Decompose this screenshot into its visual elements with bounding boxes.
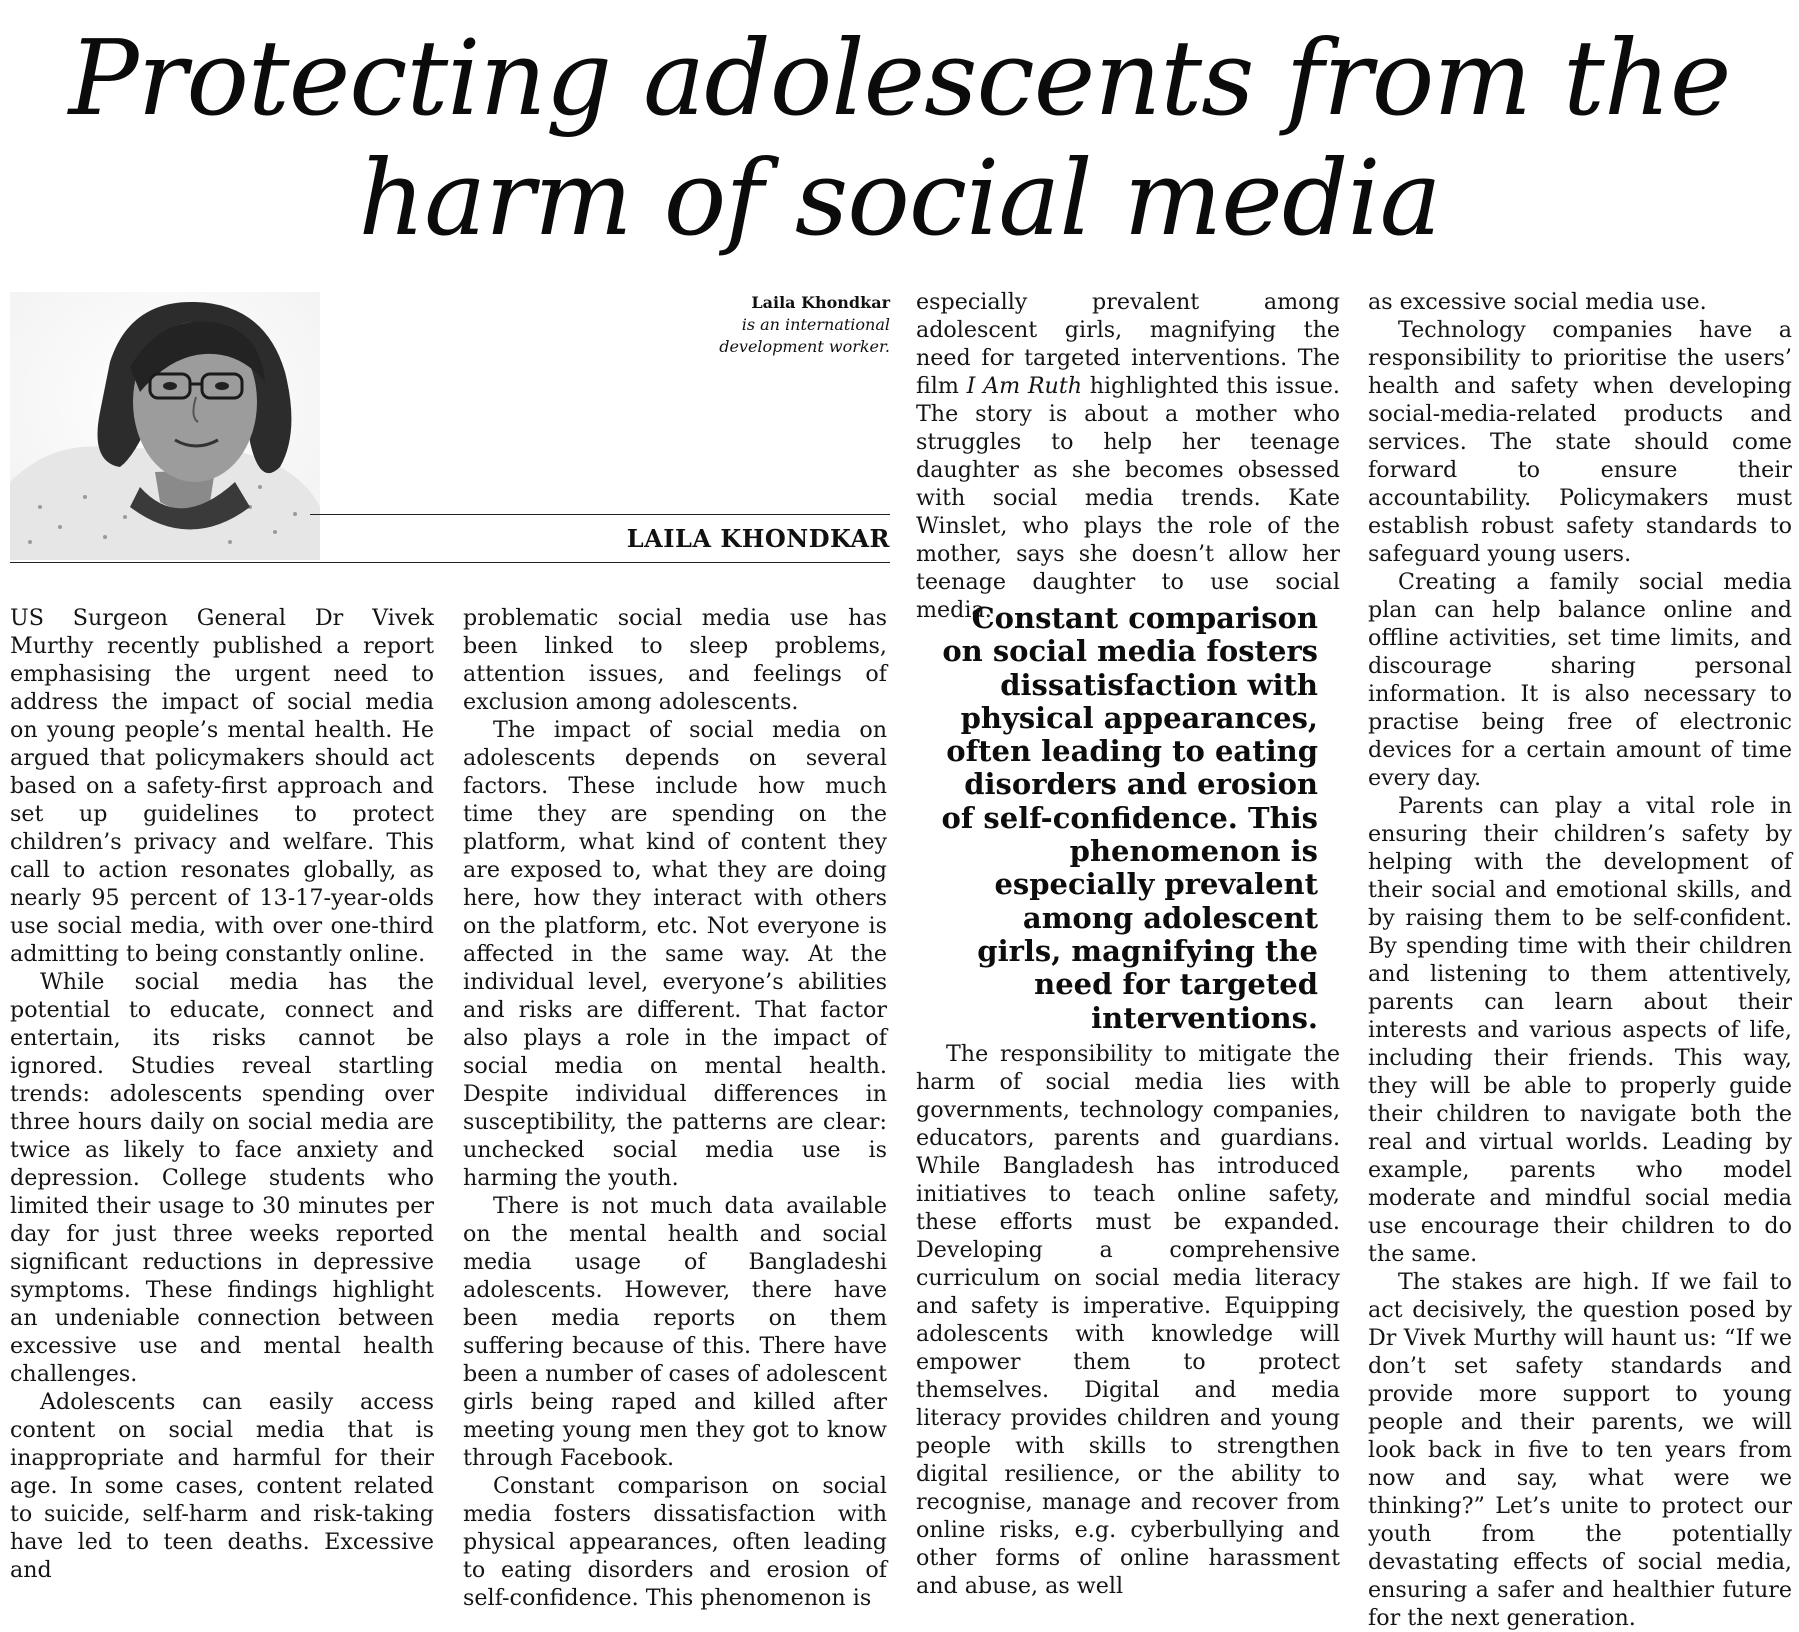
paragraph: Adolescents can easily access content on social media that is inappropriate and harmful for their age. In some cases, content related to suicide, self-harm and risk-taking have led to teen deaths. Excessive and bbox=[10, 1389, 434, 1583]
text-run: highlighted this issue. The story is about a mother who struggles to help her teenage daughter as she becomes obsessed with social media trends. Kate Winslet, who plays the role of the mother, says she doesn’t allow her teenage daughter to use social media. bbox=[916, 373, 1340, 623]
headline-line-1: Protecting adolescents from the bbox=[68, 17, 1731, 139]
byline bbox=[719, 292, 890, 358]
author-box bbox=[10, 292, 890, 564]
paragraph: Creating a family social media plan can help balance online and offline activities, set time limits, and discourage sharing personal information. It is also necessary to practise being free of electronic devices for a certain amount of time every day. bbox=[1368, 569, 1792, 791]
article-column-4 bbox=[1368, 288, 1792, 1632]
divider-rule bbox=[310, 514, 890, 515]
paragraph: problematic social media use has been linked to sleep problems, attention issues, and feelings of exclusion among adolescents. bbox=[463, 605, 887, 715]
paragraph: While social media has the potential to educate, connect and entertain, its risks cannot be ignored. Studies reveal startling trends: adolescents spending over three hours daily on social media are twice as likely to face anxiety and depression. College students who limited their usage to 30 minutes per day for just three weeks reported significant reductions in depressive symptoms. These findings highlight an undeniable connection between excessive use and mental health challenges. bbox=[10, 969, 434, 1387]
article-column-2 bbox=[463, 604, 887, 1612]
paragraph: as excessive social media use. bbox=[1368, 289, 1707, 315]
paragraph: Parents can play a vital role in ensuring their children’s safety by helping with the development of their social and emotional skills, and by raising them to be self-confident. By spending time with their children and listening to them attentively, parents can learn about their interests and various aspects of life, including their friends. This way, they will be able to properly guide their children to navigate both the real and virtual worlds. Leading by example, parents who model moderate and mindful social media use encourage their children to do the same. bbox=[1368, 793, 1792, 1267]
portrait-image bbox=[10, 292, 320, 560]
article-column-3-bottom bbox=[916, 1040, 1340, 1600]
text-run: especially prevalent among adolescent girls, magnifying the need for targeted interventions. The film bbox=[916, 289, 1340, 399]
paragraph: The impact of social media on adolescents depends on several factors. These include how much time they are spending on the platform, what kind of content they are exposed to, what they are doing here, how they interact with others on the platform, etc. Not everyone is affected in the same way. At the individual level, everyone’s abilities and risks are different. That factor also plays a role in the impact of social media on mental health. Despite individual differences in susceptibility, the patterns are clear: unchecked social media use is harming the youth. bbox=[463, 717, 887, 1191]
byline-role-2: development worker. bbox=[719, 337, 890, 356]
headline-line-2: harm of social media bbox=[358, 137, 1441, 259]
article-column-3-top bbox=[916, 288, 1340, 624]
divider-rule bbox=[10, 562, 890, 563]
film-title: I Am Ruth bbox=[966, 373, 1083, 399]
paragraph: The responsibility to mitigate the harm of social media lies with governments, technology companies, educators, parents and guardians. While Bangladesh has introduced initiatives to teach online safety, these efforts must be expanded. Developing a comprehensive curriculum on social media literacy and safety is imperative. Equipping adolescents with knowledge will empower them to protect themselves. Digital and media literacy provides children and young people with skills to strengthen digital resilience, or the ability to recognise, manage and recover from online risks, e.g. cyberbullying and other forms of online harassment and abuse, as well bbox=[916, 1041, 1340, 1599]
headline bbox=[0, 18, 1799, 258]
author-portrait-photo bbox=[10, 292, 320, 560]
paragraph: There is not much data available on the mental health and social media usage of Bangladeshi adolescents. However, there have been media reports on them suffering because of this. There have been a number of cases of adolescent girls being raped and killed after meeting young men they got to know through Facebook. bbox=[463, 1193, 887, 1471]
paragraph: Technology companies have a responsibility to prioritise the users’ health and safety when developing social-media-related products and services. The state should come forward to ensure their accountability. Policymakers must establish robust safety standards to safeguard young users. bbox=[1368, 317, 1792, 567]
paragraph: US Surgeon General Dr Vivek Murthy recently published a report emphasising the urgent need to address the impact of social media on young people’s mental health. He argued that policymakers should act based on a safety-first approach and set up guidelines to protect children’s privacy and welfare. This call to action resonates globally, as nearly 95 percent of 13-17-year-olds use social media, with over one-third admitting to being constantly online. bbox=[10, 605, 434, 967]
paragraph bbox=[916, 288, 1340, 624]
pull-quote: Constant comparison on social media fosters dissatisfaction with physical appearances, often leading to eating disorders and erosion of self-confidence. This phenomenon is especially prevalent among adolescent girls, magnifying the need for targeted interventions. bbox=[941, 601, 1318, 1035]
paragraph: The stakes are high. If we fail to act decisively, the question posed by Dr Vivek Murthy will haunt us: “If we don’t set safety standards and provide more support to young people and their parents, we will look back in five to ten years from now and say, what were we thinking?” Let’s unite to protect our youth from the potentially devastating effects of social media, ensuring a safer and healthier future for the next generation. bbox=[1368, 1269, 1792, 1631]
paragraph: Constant comparison on social media fosters dissatisfaction with physical appearances, often leading to eating disorders and erosion of self-confidence. This phenomenon is bbox=[463, 1473, 887, 1611]
byline-name: Laila Khondkar bbox=[751, 293, 890, 312]
byline-role-1: is an international bbox=[741, 315, 890, 334]
author-name: LAILA KHONDKAR bbox=[626, 524, 890, 553]
article-column-1 bbox=[10, 604, 434, 1584]
